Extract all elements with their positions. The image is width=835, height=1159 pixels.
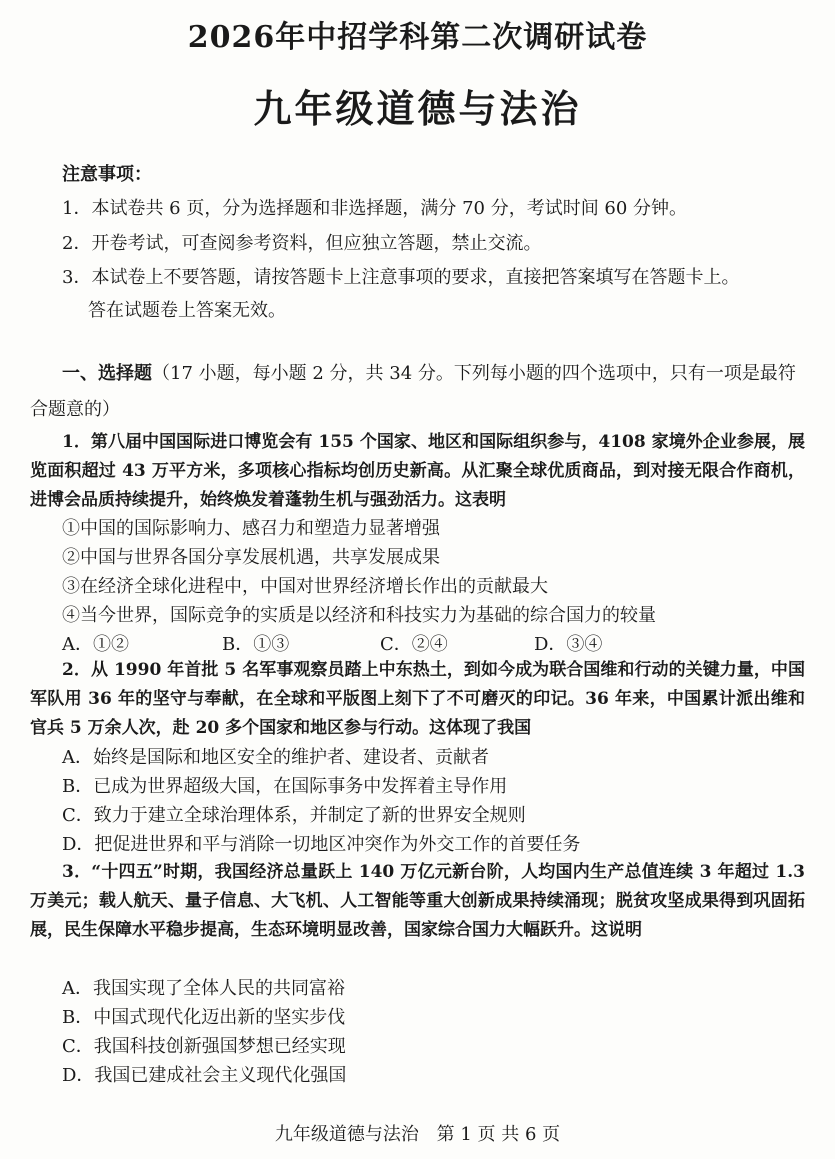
notice-item-1: 1．本试卷共 6 页，分为选择题和非选择题，满分 70 分，考试时间 60 分钟。 [62, 198, 688, 219]
question-1-item-4: ④当今世界，国际竞争的实质是以经济和科技实力为基础的综合国力的较量 [62, 605, 656, 626]
question-2-option-d: D．把促进世界和平与消除一切地区冲突作为外交工作的首要任务 [62, 834, 581, 855]
question-1-item-1: ①中国的国际影响力、感召力和塑造力显著增强 [62, 518, 440, 539]
question-3-stem: 3．“十四五”时期，我国经济总量跃上 140 万亿元新台阶，人均国内生产总值连续 3 年超过 1.3 万美元；载人航天、量子信息、大飞机、人工智能等重大创新成果持续涌现；脱贫攻坚成果得到巩固拓展，民生保障水平稳步提高，生态环境明显改善，国家综合国力大幅跃升。这说明 [30, 862, 805, 940]
question-1-option-b: B．①③ [222, 634, 290, 655]
page-footer [0, 1120, 835, 1146]
footer-page-number: 第 1 页 共 6 页 [436, 1124, 561, 1145]
section-heading [30, 356, 805, 428]
footer-subject: 九年级道德与法治 [274, 1124, 419, 1145]
question-3-option-b: B．中国式现代化迈出新的坚实步伐 [62, 1007, 346, 1028]
exam-subject-title: 九年级道德与法治 [253, 86, 582, 131]
question-2-option-a: A．始终是国际和地区安全的维护者、建设者、贡献者 [62, 747, 489, 768]
question-2-option-c: C．致力于建立全球治理体系，并制定了新的世界安全规则 [62, 805, 526, 826]
question-1-option-a: A．①② [62, 634, 129, 655]
question-2-stem: 2．从 1990 年首批 5 名军事观察员踏上中东热土，到如今成为联合国维和行动的关键力量，中国军队用 36 年的坚守与奉献，在全球和平版图上刻下了不可磨灭的印记。36 年来，中国累计派出维和官兵 5 万余人次，赴 20 多个国家和地区参与行动。这体现了我国 [30, 660, 805, 738]
question-3-option-c: C．我国科技创新强国梦想已经实现 [62, 1036, 346, 1057]
question-1-stem: 1．第八届中国国际进口博览会有 155 个国家、地区和国际组织参与，4108 家境外企业参展，展览面积超过 43 万平方米，多项核心指标均创历史新高。从汇聚全球优质商品，到对接无限合作商机，进博会品质持续提升，始终焕发着蓬勃生机与强劲活力。这表明 [30, 432, 805, 510]
notice-item-2: 2．开卷考试，可查阅参考资料，但应独立答题，禁止交流。 [62, 233, 542, 254]
section-title: 一、选择题 [62, 363, 152, 384]
notice-item-3: 3．本试卷上不要答题，请按答题卡上注意事项的要求，直接把答案填写在答题卡上。 [62, 267, 740, 288]
question-1-option-c: C．②④ [380, 634, 448, 655]
notice-heading: 注意事项： [62, 164, 152, 185]
question-2-option-b: B．已成为世界超级大国，在国际事务中发挥着主导作用 [62, 776, 508, 797]
question-1-item-3: ③在经济全球化进程中，中国对世界经济增长作出的贡献最大 [62, 576, 548, 597]
question-1-option-d: D．③④ [534, 634, 603, 655]
question-3-option-a: A．我国实现了全体人民的共同富裕 [62, 978, 345, 999]
question-3-option-d: D．我国已建成社会主义现代化强国 [62, 1065, 347, 1086]
exam-title: 2026年中招学科第二次调研试卷 [187, 20, 648, 55]
section-description: （17 小题，每小题 2 分，共 34 分。下列每小题的四个选项中，只有一项是最符合题意的） [30, 363, 796, 420]
question-1-item-2: ②中国与世界各国分享发展机遇，共享发展成果 [62, 547, 440, 568]
notice-item-3-continued: 答在试题卷上答案无效。 [88, 300, 286, 321]
